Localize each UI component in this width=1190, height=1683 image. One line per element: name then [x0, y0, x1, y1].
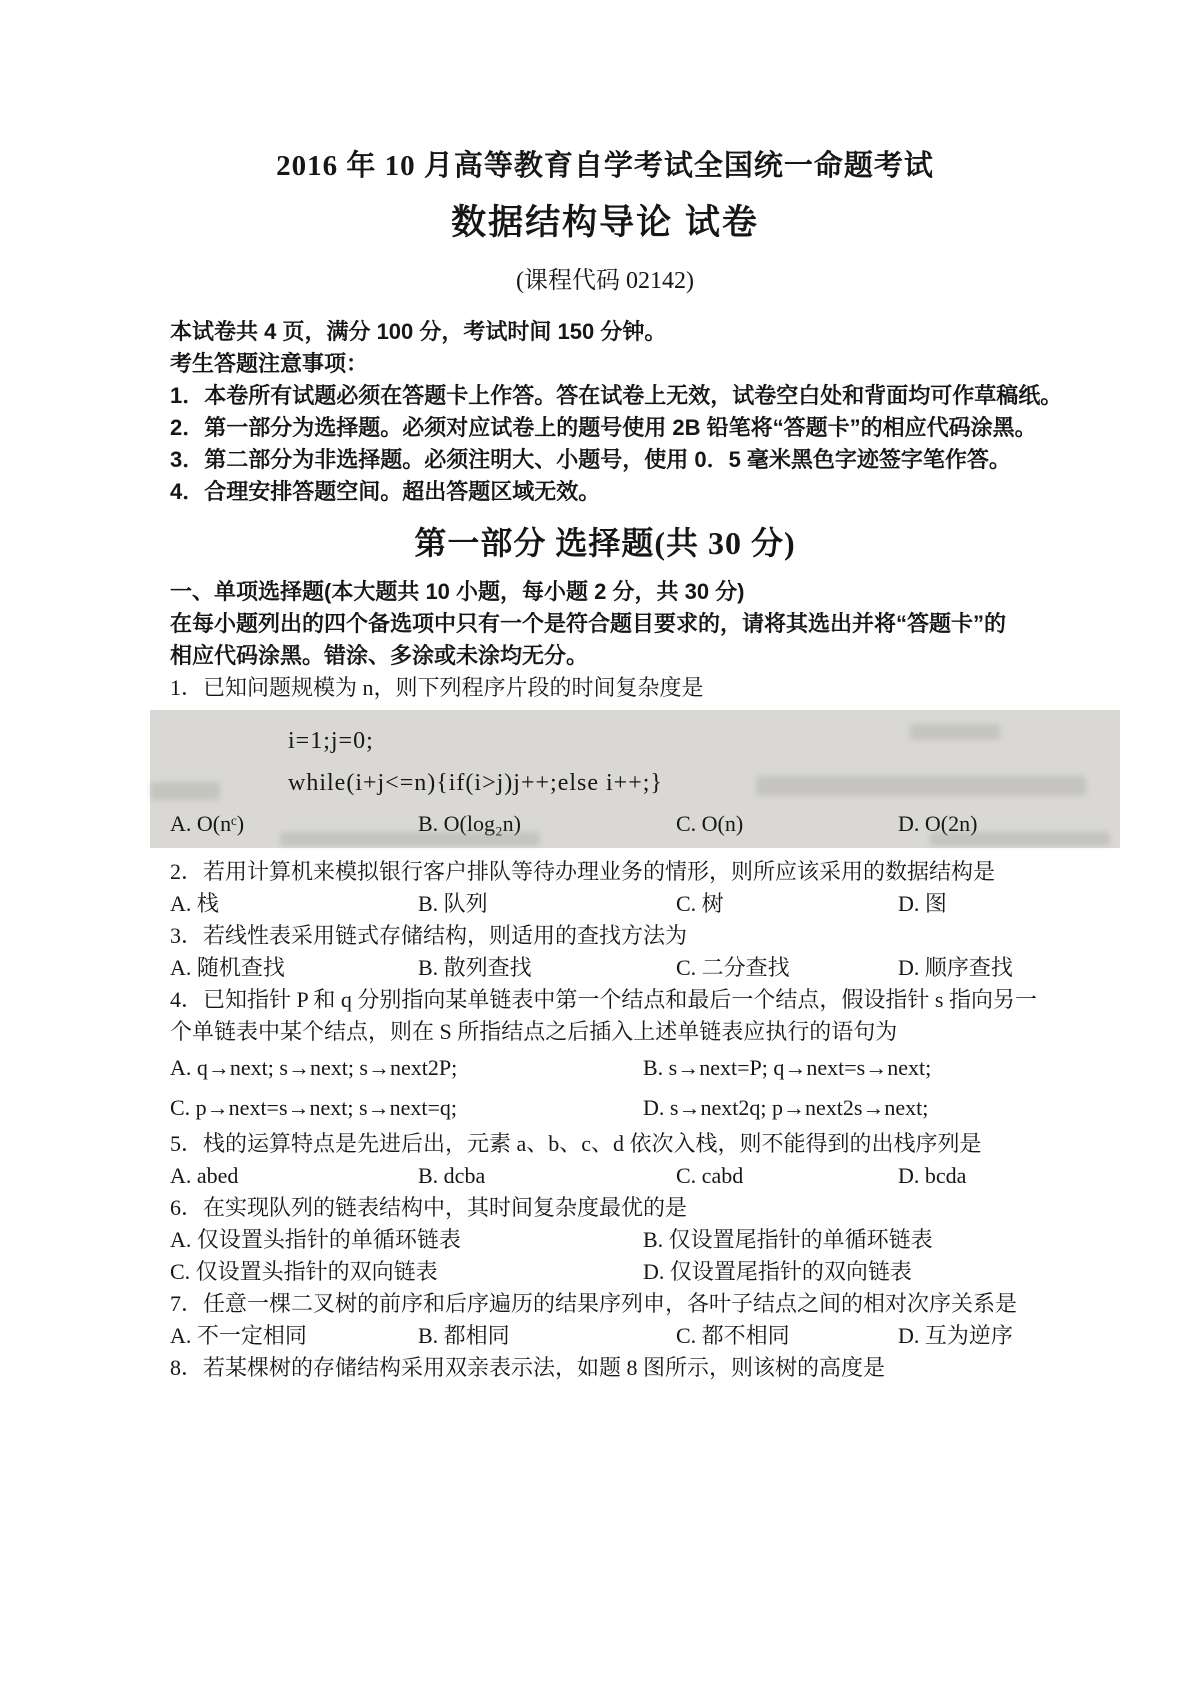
question-1-stem: 1．已知问题规模为 n，则下列程序片段的时间复杂度是 [170, 675, 704, 700]
paper-summary: 本试卷共 4 页，满分 100 分，考试时间 150 分钟。 [170, 319, 667, 344]
exam-session-title: 2016 年 10 月高等教育自学考试全国统一命题考试 [276, 150, 934, 182]
course-code: (课程代码 02142) [516, 268, 694, 294]
option-c: C. cabd [676, 1163, 744, 1188]
question-4 [170, 984, 1040, 1128]
question-7-options [170, 1320, 1040, 1352]
option-a: A. q→next; s→next; s→next2P; [170, 1055, 458, 1080]
option-b: B. 队列 [418, 891, 488, 916]
question-4-options-row1 [170, 1048, 1040, 1088]
question-4-stem-line2: 个单链表中某个结点，则在 S 所指结点之后插入上述单链表应执行的语句为 [170, 1019, 898, 1044]
option-c: C. p→next=s→next; s→next=q; [170, 1095, 457, 1120]
scan-bleed-artifact [150, 782, 220, 800]
option-b: B. O(log₂n) [418, 811, 521, 836]
option-a: A. 仅设置头指针的单循环链表 [170, 1227, 461, 1252]
question-2-stem: 2．若用计算机来模拟银行客户排队等待办理业务的情形，则所应该采用的数据结构是 [170, 859, 996, 884]
option-d: D. 图 [898, 891, 947, 916]
question-5-options [170, 1160, 1040, 1192]
code-line-2: while(i+j<=n){if(i>j)j++;else i++;} [288, 770, 663, 796]
question-3-options [170, 952, 1040, 984]
option-b: B. 都相同 [418, 1323, 510, 1348]
question-5-stem: 5．栈的运算特点是先进后出，元素 a、b、c、d 依次入栈，则不能得到的出栈序列是 [170, 1131, 982, 1156]
notice-item-3: 3．第二部分为非选择题。必须注明大、小题号，使用 0．5 毫米黑色字迹签字笔作答。 [170, 447, 1011, 472]
option-d: D. 互为逆序 [898, 1323, 1013, 1348]
option-d: D. 顺序查找 [898, 955, 1013, 980]
option-b: B. dcba [418, 1163, 486, 1188]
question-8 [170, 1352, 1040, 1384]
question-6 [170, 1192, 1040, 1288]
question-4-options-row2 [170, 1088, 1040, 1128]
option-c: C. O(n) [676, 811, 744, 836]
option-b: B. 散列查找 [418, 955, 532, 980]
paper-header [170, 148, 1040, 296]
notice-heading: 考生答题注意事项： [170, 351, 369, 376]
option-b: B. s→next=P; q→next=s→next; [643, 1055, 932, 1080]
option-a: A. O(nᶜ) [170, 811, 245, 836]
option-a: A. abed [170, 1163, 239, 1188]
option-a: A. 随机查找 [170, 955, 285, 980]
question-5 [170, 1128, 1040, 1192]
option-d: D. bcda [898, 1163, 967, 1188]
question-1 [170, 672, 1040, 848]
question-6-options-row2 [170, 1256, 1040, 1288]
question-1-options [170, 808, 1120, 840]
code-line-1: i=1;j=0; [288, 728, 374, 754]
candidate-notice [170, 316, 1063, 508]
question-2 [170, 856, 1040, 920]
question-3-stem: 3．若线性表采用链式存储结构，则适用的查找方法为 [170, 923, 688, 948]
option-c: C. 都不相同 [676, 1323, 790, 1348]
question-7 [170, 1288, 1040, 1352]
question-2-options [170, 888, 1040, 920]
option-a: A. 不一定相同 [170, 1323, 307, 1348]
section-instruction-line2: 相应代码涂黑。错涂、多涂或未涂均无分。 [170, 643, 589, 668]
option-d: D. s→next2q; p→next2s→next; [643, 1095, 929, 1120]
section-heading: 一、单项选择题(本大题共 10 小题，每小题 2 分，共 30 分) [170, 579, 745, 604]
paper-title: 数据结构导论 试卷 [451, 203, 759, 242]
option-a: A. 栈 [170, 891, 219, 916]
question-8-stem: 8．若某棵树的存储结构采用双亲表示法，如题 8 图所示，则该树的高度是 [170, 1355, 886, 1380]
question-3 [170, 920, 1040, 984]
notice-item-2: 2．第一部分为选择题。必须对应试卷上的题号使用 2B 铅笔将“答题卡”的相应代码涂黑。 [170, 415, 1037, 440]
option-d: D. 仅设置尾指针的双向链表 [643, 1259, 912, 1284]
section-instruction-line1: 在每小题列出的四个备选项中只有一个是符合题目要求的，请将其选出并将“答题卡”的 [170, 611, 1007, 636]
scanned-code-snippet [150, 710, 1120, 848]
option-c: C. 仅设置头指针的双向链表 [170, 1259, 438, 1284]
part1-title: 第一部分 选择题(共 30 分) [414, 525, 796, 561]
notice-item-1: 1．本卷所有试题必须在答题卡上作答。答在试卷上无效，试卷空白处和背面均可作草稿纸。 [170, 383, 1063, 408]
option-d: D. O(2n) [898, 811, 978, 836]
notice-item-4: 4．合理安排答题空间。超出答题区域无效。 [170, 479, 601, 504]
question-6-options-row1 [170, 1224, 1040, 1256]
option-c: C. 二分查找 [676, 955, 790, 980]
question-6-stem: 6．在实现队列的链表结构中，其时间复杂度最优的是 [170, 1195, 688, 1220]
question-4-stem-line1: 4．已知指针 P 和 q 分别指向某单链表中第一个结点和最后一个结点，假设指针 s 指向另一 [170, 987, 1037, 1012]
question-7-stem: 7．任意一棵二叉树的前序和后序遍历的结果序列申，各叶子结点之间的相对次序关系是 [170, 1291, 1018, 1316]
option-b: B. 仅设置尾指针的单循环链表 [643, 1227, 933, 1252]
option-c: C. 树 [676, 891, 724, 916]
